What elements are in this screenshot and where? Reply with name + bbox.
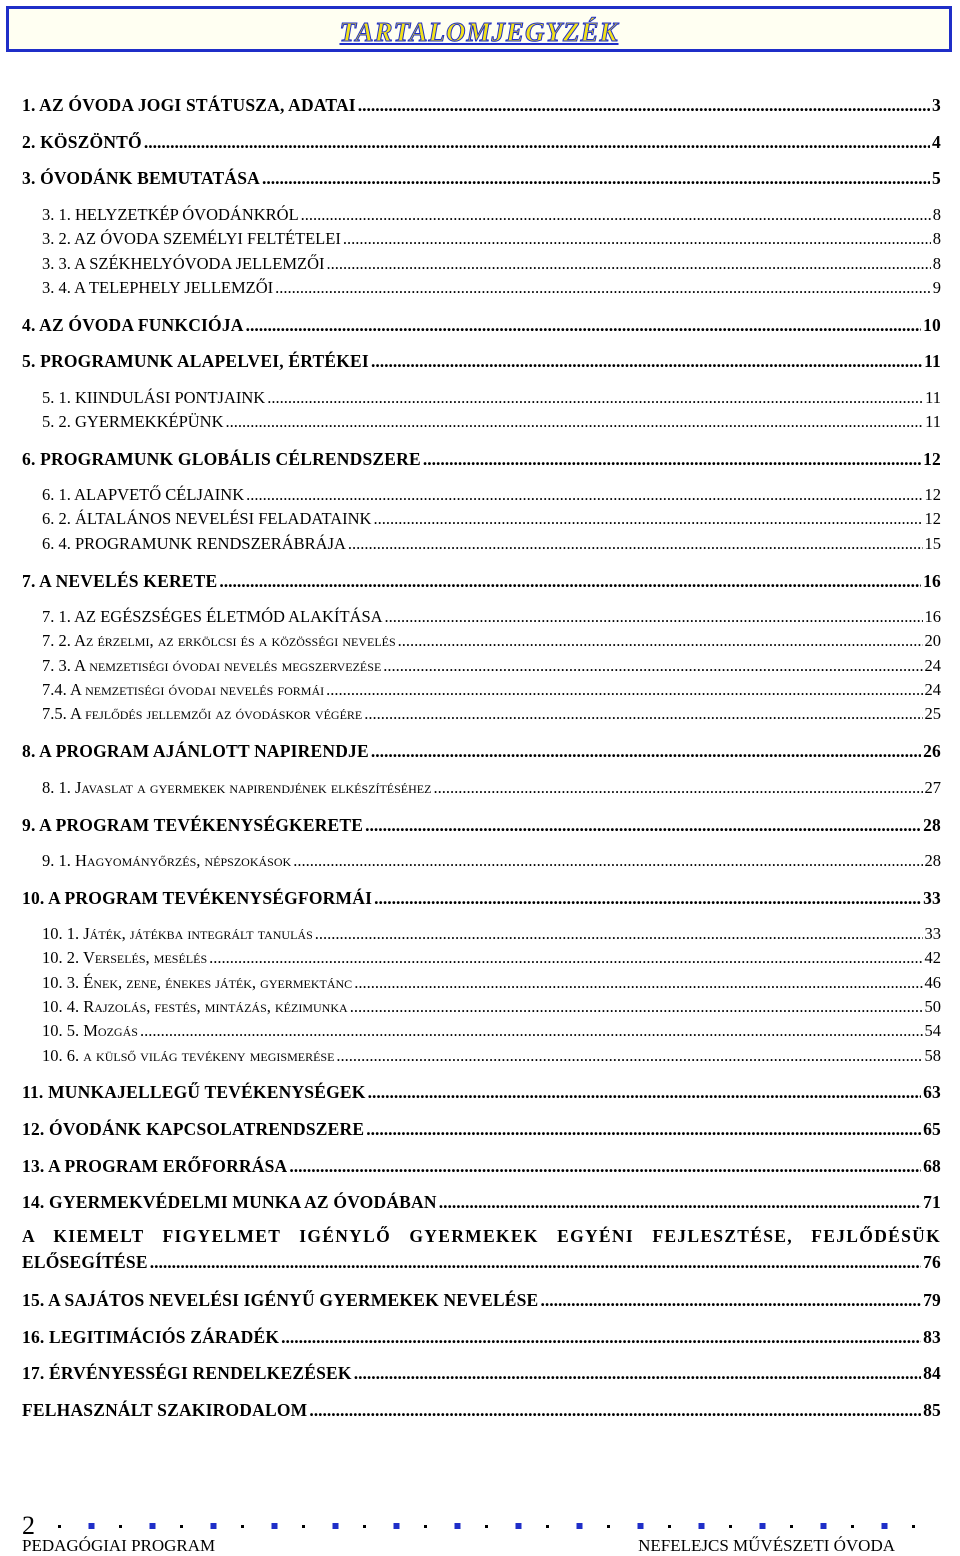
toc-leader-dots [365, 815, 921, 836]
toc-entry-label: 9. A PROGRAM TEVÉKENYSÉGKERETE [22, 815, 364, 835]
toc-entry-page: 8 [932, 205, 941, 224]
toc-entry[interactable] [22, 1082, 941, 1103]
toc-entry-page: 8 [932, 254, 941, 273]
footer-dot [577, 1523, 583, 1529]
toc-leader-dots [439, 1192, 921, 1213]
toc-entry[interactable] [22, 1400, 941, 1421]
toc-entry-page: 12 [924, 509, 941, 528]
toc-entry-label: 8. A PROGRAM AJÁNLOTT NAPIRENDJE [22, 741, 369, 761]
toc-entry[interactable] [42, 704, 941, 724]
toc-leader-dots [309, 1400, 921, 1421]
toc-leader-dots [423, 449, 921, 470]
toc-entry-page: 25 [924, 704, 941, 723]
footer-dot [729, 1525, 732, 1528]
toc-entry-label: ELŐSEGÍTÉSE [22, 1252, 148, 1272]
toc-leader-dots [368, 1082, 922, 1103]
toc-leader-dots [140, 1021, 923, 1041]
footer-dot [668, 1525, 671, 1528]
footer-page-number: 2 [22, 1511, 35, 1540]
toc-leader-dots [354, 973, 922, 993]
footer-dot [302, 1525, 305, 1528]
toc-entry-page: 68 [923, 1156, 941, 1176]
toc-entry-label: 10. 4. Rajzolás, festés, mintázás, kézimunka [42, 997, 348, 1016]
toc-entry-page: 76 [923, 1252, 941, 1272]
footer-dot [699, 1523, 705, 1529]
toc-entry[interactable] [22, 315, 941, 336]
toc-entry[interactable] [42, 254, 941, 274]
toc-entry-label: 10. 3. Ének, zene, énekes játék, gyermektánc [42, 973, 353, 992]
footer-dot [455, 1523, 461, 1529]
toc-entry-page: 42 [924, 948, 941, 967]
toc-leader-dots [373, 509, 922, 529]
toc-leader-dots [398, 631, 923, 651]
toc-leader-dots [246, 315, 921, 336]
toc-entry-wrapped-line[interactable]: A KIEMELT FIGYELMET IGÉNYLŐ GYERMEKEK EGYÉNI FEJLESZTÉSE, FEJLŐDÉSÜK [22, 1226, 941, 1246]
toc-entry-page: 27 [924, 778, 941, 797]
footer-dot [851, 1525, 854, 1528]
toc-leader-dots [281, 1327, 921, 1348]
toc-entry[interactable] [42, 1021, 941, 1041]
footer-dot [150, 1523, 156, 1529]
toc-entry-label: 10. 1. Játék, játékba integrált tanulás [42, 924, 313, 943]
toc-entry[interactable] [22, 132, 941, 153]
toc-leader-dots [267, 388, 923, 408]
toc-entry[interactable] [22, 1290, 941, 1311]
footer-dot [760, 1523, 766, 1529]
toc-entry-page: 15 [924, 534, 941, 553]
toc-entry-label: 1. AZ ÓVODA JOGI STÁTUSZA, ADATAI [22, 95, 356, 115]
toc-entry-page: 5 [932, 168, 941, 188]
toc-entry-page: 9 [932, 278, 941, 297]
toc-entry-page: 11 [925, 412, 941, 431]
toc-leader-dots [275, 278, 931, 298]
toc-entry-page: 4 [932, 132, 941, 152]
toc-entry-page: 28 [924, 851, 941, 870]
toc-entry-label: 7. 2. Az érzelmi, az erkölcsi és a közösségi nevelés [42, 631, 396, 650]
footer-dot [912, 1525, 915, 1528]
toc-entry[interactable] [22, 95, 941, 116]
toc-entry-label: 7. 1. AZ EGÉSZSÉGES ÉLETMÓD ALAKÍTÁSA [42, 607, 383, 626]
footer-dot [424, 1525, 427, 1528]
footer-dot [638, 1523, 644, 1529]
toc-entry-page: 26 [923, 741, 941, 761]
toc-entry[interactable] [42, 924, 941, 944]
toc-entry-page: 24 [924, 680, 941, 699]
toc-leader-dots [366, 1119, 921, 1140]
toc-entry-page: 24 [924, 656, 941, 675]
toc-leader-dots [358, 95, 930, 116]
toc-entry-label: 5. 2. GYERMEKKÉPÜNK [42, 412, 224, 431]
toc-entry[interactable] [42, 656, 941, 676]
toc-entry-page: 16 [924, 607, 941, 626]
footer-dot [790, 1525, 793, 1528]
footer-dot [272, 1523, 278, 1529]
toc-entry[interactable] [42, 680, 941, 700]
toc-entry[interactable] [22, 888, 941, 909]
footer-dot [882, 1523, 888, 1529]
toc-entry-label: 6. 2. ÁLTALÁNOS NEVELÉSI FELADATAINK [42, 509, 372, 528]
toc-entry[interactable] [42, 278, 941, 298]
toc-entry[interactable] [42, 534, 941, 554]
toc-leader-dots [371, 351, 922, 372]
toc-entry[interactable] [42, 1046, 941, 1066]
toc-entry[interactable] [42, 229, 941, 249]
toc-entry[interactable] [22, 1156, 941, 1177]
toc-entry-label: 7.5. A fejlődés jellemzői az óvodáskor végére [42, 704, 363, 723]
footer-dot [516, 1523, 522, 1529]
toc-leader-dots [350, 997, 923, 1017]
toc-entry-label: 10. A PROGRAM TEVÉKENYSÉGFORMÁI [22, 888, 373, 908]
toc-entry[interactable] [22, 571, 941, 592]
toc-entry-label: 10. 2. Verselés, mesélés [42, 948, 208, 967]
footer-left-text: PEDAGÓGIAI PROGRAM [22, 1536, 216, 1555]
toc-entry-page: 63 [923, 1082, 941, 1102]
toc-entry-page: 54 [924, 1021, 941, 1040]
footer-dot [363, 1525, 366, 1528]
footer-dot [119, 1525, 122, 1528]
toc-entry-label: 17. ÉRVÉNYESSÉGI RENDELKEZÉSEK [22, 1363, 352, 1383]
toc-entry-page: 84 [923, 1363, 941, 1383]
toc-entry-label: 8. 1. Javaslat a gyermekek napirendjének elkészítéséhez [42, 778, 432, 797]
toc-entry-page: 79 [923, 1290, 941, 1310]
toc-entry[interactable] [22, 815, 941, 836]
toc-entry-label: 3. 3. A SZÉKHELYÓVODA JELLEMZŐI [42, 254, 325, 273]
toc-leader-dots [374, 888, 921, 909]
toc-entry-page: 10 [923, 315, 941, 335]
toc-entry-label: 16. LEGITIMÁCIÓS ZÁRADÉK [22, 1327, 280, 1347]
toc-entry-page: 33 [924, 924, 941, 943]
toc-entry[interactable] [22, 1252, 941, 1273]
toc-entry-label: 7. A NEVELÉS KERETE [22, 571, 218, 591]
toc-leader-dots [219, 571, 921, 592]
toc-leader-dots [364, 704, 922, 724]
toc-entry[interactable] [42, 485, 941, 505]
toc-entry-label: 15. A SAJÁTOS NEVELÉSI IGÉNYŰ GYERMEKEK NEVELÉSE [22, 1290, 539, 1310]
toc-entry-label: 2. KÖSZÖNTŐ [22, 132, 142, 152]
toc-entry[interactable] [42, 948, 941, 968]
toc-leader-dots [301, 205, 931, 225]
toc-entry-page: 12 [924, 485, 941, 504]
toc-entry-page: 33 [923, 888, 941, 908]
toc-entry-label: 5. PROGRAMUNK ALAPELVEI, ÉRTÉKEI [22, 351, 369, 371]
toc-leader-dots [354, 1363, 921, 1384]
footer-dot [607, 1525, 610, 1528]
toc-leader-dots [315, 924, 923, 944]
toc-entry-label: 9. 1. Hagyományőrzés, népszokások [42, 851, 292, 870]
toc-entry-label: 7.4. A nemzetiségi óvodai nevelés formái [42, 680, 325, 699]
toc-leader-dots [262, 168, 930, 189]
toc-leader-dots [336, 1046, 922, 1066]
toc-entry-label: 3. ÓVODÁNK BEMUTATÁSA [22, 168, 261, 188]
footer-dot [211, 1523, 217, 1529]
toc-entry-label: 6. 1. ALAPVETŐ CÉLJAINK [42, 485, 245, 504]
footer-dot [821, 1523, 827, 1529]
toc-entry-page: 50 [924, 997, 941, 1016]
toc-entry[interactable] [42, 412, 941, 432]
toc-entry-page: 58 [924, 1046, 941, 1065]
toc-leader-dots [144, 132, 930, 153]
toc-entry[interactable] [22, 1192, 941, 1213]
toc-leader-dots [209, 948, 922, 968]
toc-entry-page: 11 [924, 351, 941, 371]
toc-entry-label: FELHASZNÁLT SZAKIRODALOM [22, 1400, 308, 1420]
footer-dot [333, 1523, 339, 1529]
toc-entry-page: 83 [923, 1327, 941, 1347]
toc-leader-dots [385, 607, 923, 627]
toc-entry-label: 11. MUNKAJELLEGŰ TEVÉKENYSÉGEK [22, 1082, 366, 1102]
toc-entry-page: 20 [924, 631, 941, 650]
toc-leader-dots [326, 680, 922, 700]
toc-entry-label: 13. A PROGRAM ERŐFORRÁSA [22, 1156, 288, 1176]
toc-entry[interactable] [22, 449, 941, 470]
toc-entry-page: 71 [923, 1192, 941, 1212]
toc-entry-label: 12. ÓVODÁNK KAPCSOLATRENDSZERE [22, 1119, 365, 1139]
footer-dot [485, 1525, 488, 1528]
toc-entry[interactable] [42, 631, 941, 651]
footer-dot [241, 1525, 244, 1528]
toc-leader-dots [327, 254, 931, 274]
toc-entry-page: 28 [923, 815, 941, 835]
toc-entry-label: 4. AZ ÓVODA FUNKCIÓJA [22, 315, 244, 335]
toc-entry-page: 8 [932, 229, 941, 248]
toc-entry-label: 5. 1. KIINDULÁSI PONTJAINK [42, 388, 266, 407]
toc-entry-page: 12 [923, 449, 941, 469]
toc-entry-page: 65 [923, 1119, 941, 1139]
toc-entry-page: 16 [923, 571, 941, 591]
toc-entry[interactable] [42, 997, 941, 1017]
footer-dot [394, 1523, 400, 1529]
toc-entry-page: 11 [925, 388, 941, 407]
toc-entry-label: 3. 4. A TELEPHELY JELLEMZŐI [42, 278, 274, 297]
toc-entry-page: 46 [924, 973, 941, 992]
toc-entry[interactable] [22, 351, 941, 372]
toc-entry-label: 6. 4. PROGRAMUNK RENDSZERÁBRÁJA [42, 534, 346, 553]
toc-entry-label: 3. 2. AZ ÓVODA SZEMÉLYI FELTÉTELEI [42, 229, 341, 248]
toc-entry[interactable] [42, 388, 941, 408]
toc-entry-label: 10. 6. a külső világ tevékeny megismerése [42, 1046, 335, 1065]
footer-right-text: NEFELEJCS MŰVÉSZETI ÓVODA [638, 1536, 895, 1555]
toc-entry[interactable] [42, 851, 941, 871]
footer-dot [546, 1525, 549, 1528]
toc-entry-label: 7. 3. A nemzetiségi óvodai nevelés megszervezése [42, 656, 382, 675]
toc-entry[interactable] [22, 168, 941, 189]
toc-leader-dots [226, 412, 924, 432]
toc-entry[interactable] [22, 741, 941, 762]
toc-leader-dots [343, 229, 931, 249]
footer-dot [89, 1523, 95, 1529]
footer-dot [180, 1525, 183, 1528]
toc-leader-dots [150, 1252, 921, 1273]
toc-entry-label: 14. GYERMEKVÉDELMI MUNKA AZ ÓVODÁBAN [22, 1192, 437, 1212]
toc-leader-dots [371, 741, 921, 762]
toc-leader-dots [540, 1290, 921, 1311]
toc-entry[interactable] [22, 1363, 941, 1384]
toc-entry-label: 10. 5. Mozgás [42, 1021, 138, 1040]
page-title: TARTALOMJEGYZÉK [339, 17, 619, 47]
toc-leader-dots [433, 778, 922, 798]
toc-entry[interactable] [22, 1327, 941, 1348]
toc-leader-dots [293, 851, 922, 871]
footer-dot-rule [58, 1521, 938, 1531]
toc-entry-page: 3 [932, 95, 941, 115]
toc-leader-dots [383, 656, 922, 676]
footer-dot [58, 1525, 61, 1528]
toc-entry-label: 6. PROGRAMUNK GLOBÁLIS CÉLRENDSZERE [22, 449, 421, 469]
toc-leader-dots [289, 1156, 921, 1177]
toc-entry[interactable] [42, 607, 941, 627]
toc-entry[interactable] [42, 778, 941, 798]
toc-entry-page: 85 [923, 1400, 941, 1420]
toc-entry[interactable] [42, 509, 941, 529]
toc-leader-dots [246, 485, 922, 505]
toc-entry[interactable] [42, 973, 941, 993]
toc-entry[interactable] [22, 1119, 941, 1140]
toc-entry-label: 3. 1. HELYZETKÉP ÓVODÁNKRÓL [42, 205, 299, 224]
toc-entry[interactable] [42, 205, 941, 225]
toc-leader-dots [348, 534, 923, 554]
